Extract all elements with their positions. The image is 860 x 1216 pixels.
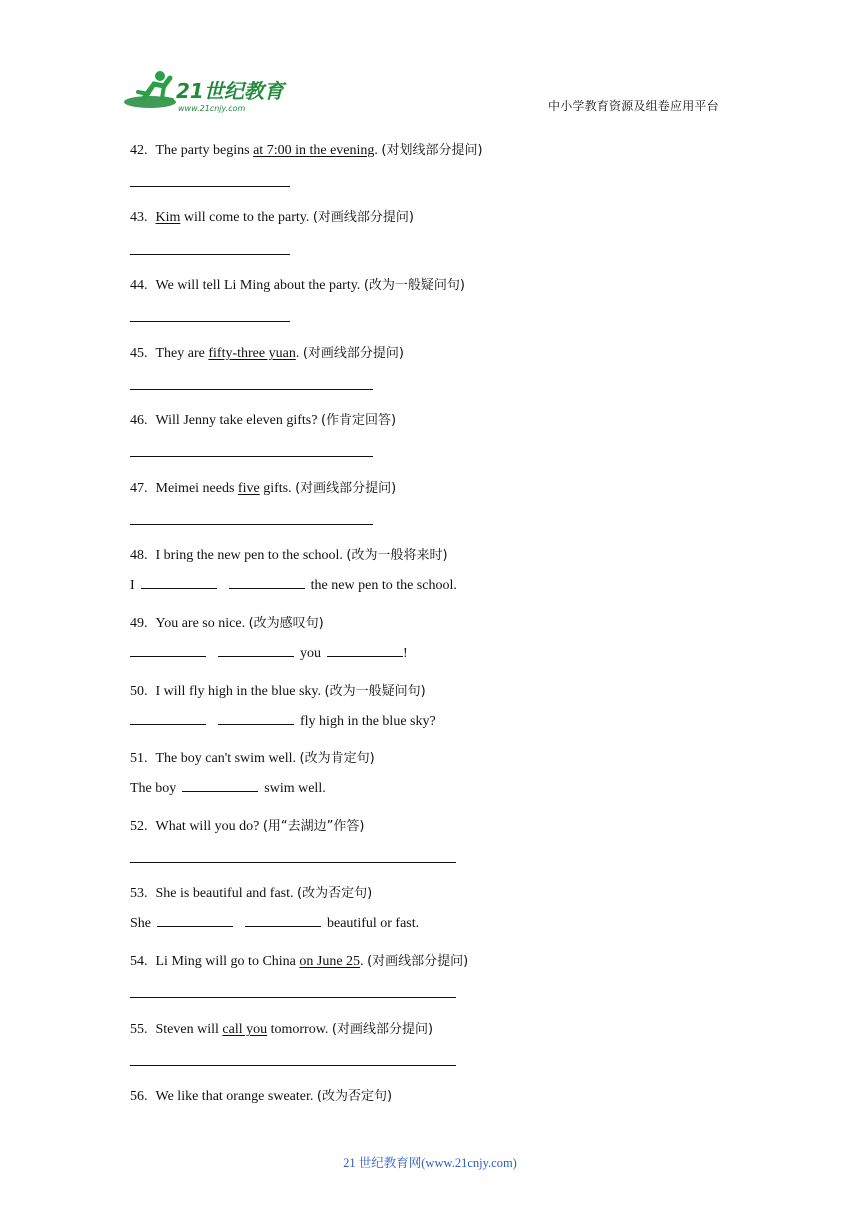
question-number: 54. [130, 954, 148, 969]
21cnjy-logo [120, 68, 300, 116]
question-text: Meimei needs [155, 481, 238, 496]
question-text: We will tell Li Ming about the party. [155, 278, 364, 293]
question-text-tail: . [374, 143, 382, 158]
question-text: She is beautiful and fast. [155, 886, 298, 901]
fill-line-50 [130, 714, 436, 730]
question-number: 45. [130, 346, 148, 361]
logo-subtext: www.21cnjy.com [178, 104, 246, 113]
instruction: (改为一般将来时) [346, 548, 448, 563]
question-51 [130, 747, 375, 767]
page-footer: 21 世纪教育网(www.21cnjy.com) [343, 1156, 517, 1170]
fill-text: beautiful or fast. [327, 916, 420, 931]
underlined-text: at 7:00 in the evening [253, 143, 375, 158]
question-text-tail: tomorrow. [267, 1022, 332, 1037]
instruction: (对划线部分提问) [381, 143, 483, 158]
instruction: (对画线部分提问) [302, 346, 404, 361]
question-54 [130, 950, 468, 970]
question-text-tail: gifts. [259, 481, 296, 496]
question-43 [130, 206, 414, 226]
question-text-tail: will come to the party. [180, 210, 313, 225]
header-platform-text: 中小学教育资源及组卷应用平台 [548, 99, 719, 113]
blank[interactable] [218, 656, 294, 657]
blank[interactable] [130, 724, 206, 725]
question-52 [130, 815, 364, 835]
question-48 [130, 544, 448, 564]
question-number: 43. [130, 210, 148, 225]
answer-line-46[interactable] [130, 456, 373, 457]
question-text: Will Jenny take eleven gifts? [155, 413, 321, 428]
blank[interactable] [130, 656, 206, 657]
question-55 [130, 1018, 433, 1038]
question-47 [130, 477, 396, 497]
blank[interactable] [141, 588, 217, 589]
blank[interactable] [218, 724, 294, 725]
page-header [0, 0, 860, 120]
instruction: (改为感叹句) [248, 616, 324, 631]
question-text: The boy can't swim well. [155, 751, 300, 766]
question-number: 44. [130, 278, 148, 293]
fill-line-51 [130, 781, 326, 797]
instruction: (改为一般疑问句) [363, 278, 465, 293]
question-number: 55. [130, 1022, 148, 1037]
question-text-tail: . [360, 954, 368, 969]
question-text: I will fly high in the blue sky. [155, 684, 325, 699]
question-text: We like that orange sweater. [155, 1089, 317, 1104]
question-number: 50. [130, 684, 148, 699]
question-56 [130, 1085, 392, 1105]
question-number: 42. [130, 143, 148, 158]
question-46 [130, 409, 396, 429]
instruction: (用“去湖边”作答) [262, 819, 365, 834]
answer-line-55[interactable] [130, 1065, 456, 1066]
answer-line-42[interactable] [130, 186, 290, 187]
instruction: (对画线部分提问) [367, 954, 469, 969]
question-number: 56. [130, 1089, 148, 1104]
question-53 [130, 882, 372, 902]
question-42 [130, 139, 483, 159]
question-50 [130, 680, 426, 700]
question-text: What will you do? [155, 819, 263, 834]
fill-text: She [130, 916, 151, 931]
instruction: (改为一般疑问句) [324, 684, 426, 699]
fill-text: ! [403, 646, 408, 661]
blank[interactable] [327, 656, 403, 657]
fill-line-49 [130, 646, 408, 662]
instruction: (对画线部分提问) [331, 1022, 434, 1037]
underlined-text: fifty-three yuan [208, 346, 296, 361]
question-text-tail: . [295, 346, 303, 361]
question-number: 46. [130, 413, 148, 428]
answer-line-47[interactable] [130, 524, 373, 525]
question-text: The party begins [155, 143, 254, 158]
blank[interactable] [229, 588, 305, 589]
underlined-text: Kim [155, 210, 181, 225]
underlined-text: on June 25 [299, 954, 361, 969]
question-45 [130, 342, 404, 362]
underlined-text: five [237, 481, 260, 496]
logo-text: 21世纪教育 [176, 79, 284, 103]
answer-line-43[interactable] [130, 254, 290, 255]
fill-line-53 [130, 916, 419, 932]
question-number: 47. [130, 481, 148, 496]
answer-line-45[interactable] [130, 389, 373, 390]
blank[interactable] [157, 926, 233, 927]
fill-text: The boy [130, 781, 177, 796]
answer-line-44[interactable] [130, 321, 290, 322]
question-text: Li Ming will go to China [155, 954, 300, 969]
answer-line-54[interactable] [130, 997, 456, 998]
question-number: 48. [130, 548, 148, 563]
fill-text: the new pen to the school. [310, 578, 457, 593]
question-number: 53. [130, 886, 148, 901]
fill-text: fly high in the blue sky? [300, 714, 436, 729]
instruction: (改为否定句) [316, 1089, 393, 1104]
question-text: You are so nice. [155, 616, 249, 631]
question-49 [130, 612, 324, 632]
instruction: (改为肯定句) [299, 751, 375, 766]
instruction: (对画线部分提问) [295, 481, 397, 496]
question-44 [130, 274, 465, 294]
fill-text: I [130, 578, 135, 593]
fill-line-48 [130, 578, 457, 594]
instruction: (改为否定句) [297, 886, 373, 901]
question-text: I bring the new pen to the school. [155, 548, 347, 563]
blank[interactable] [182, 791, 258, 792]
question-number: 52. [130, 819, 148, 834]
question-text: They are [155, 346, 209, 361]
fill-text: you [300, 646, 321, 661]
underlined-text: call you [222, 1022, 268, 1037]
instruction: (作肯定回答) [320, 413, 397, 428]
question-text: Steven will [155, 1022, 223, 1037]
question-number: 51. [130, 751, 148, 766]
fill-text: swim well. [264, 781, 326, 796]
blank[interactable] [245, 926, 321, 927]
answer-line-52[interactable] [130, 862, 456, 863]
question-number: 49. [130, 616, 148, 631]
instruction: (对画线部分提问) [312, 210, 414, 225]
